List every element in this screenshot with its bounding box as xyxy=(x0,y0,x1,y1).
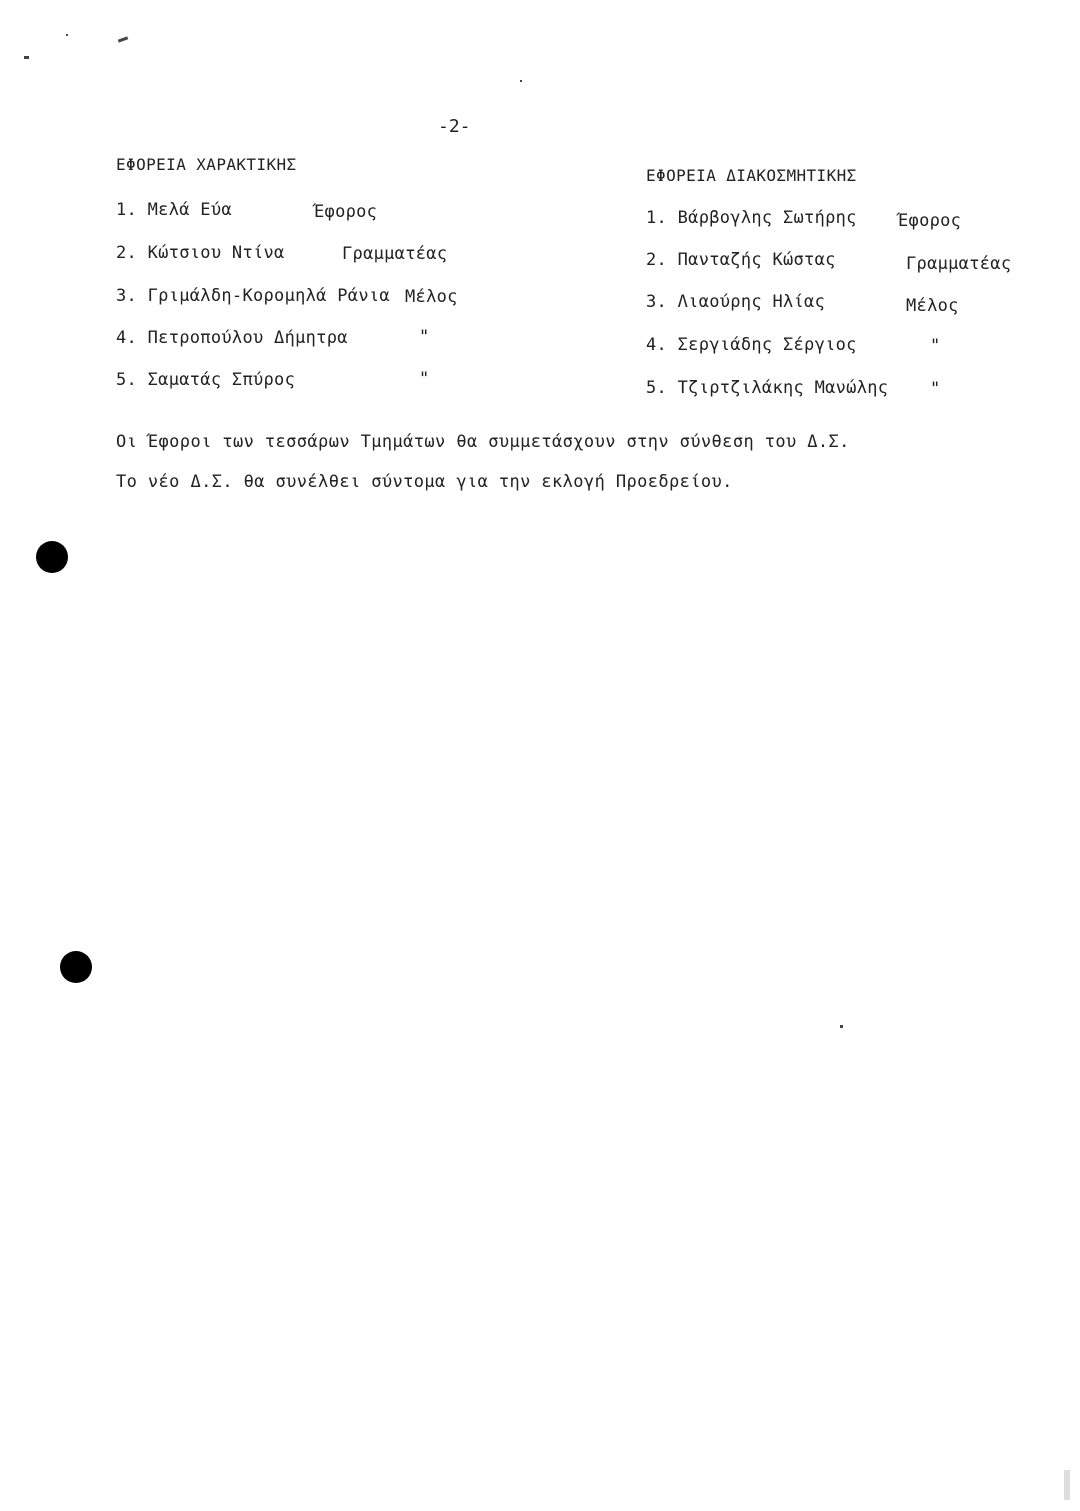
member-row xyxy=(116,370,295,390)
closing-line-1: Οι Έφοροι των τεσσάρων Τμημάτων θα συμμετάσχουν στην σύνθεση του Δ.Σ. xyxy=(116,432,850,452)
scan-speck xyxy=(24,56,29,59)
member-name: Πανταζής Κώστας xyxy=(677,250,836,270)
member-name: Κώτσιου Ντίνα xyxy=(147,243,285,263)
member-index: 2. xyxy=(646,250,668,270)
member-index: 5. xyxy=(646,378,668,398)
member-row xyxy=(116,243,285,263)
member-row xyxy=(116,286,390,306)
scan-speck xyxy=(1064,1470,1070,1500)
member-index: 3. xyxy=(116,286,138,306)
punch-hole-bottom xyxy=(60,951,92,983)
member-row xyxy=(646,208,857,228)
member-role: Μέλος xyxy=(906,296,959,316)
member-row xyxy=(116,328,348,348)
member-role: Έφορος xyxy=(898,211,962,231)
member-row xyxy=(646,250,836,270)
member-name: Τζιρτζιλάκης Μανώλης xyxy=(677,378,889,398)
scan-speck xyxy=(840,1025,843,1028)
member-index: 3. xyxy=(646,292,668,312)
member-row xyxy=(646,292,825,312)
member-role-ditto: " xyxy=(419,369,430,389)
member-role-ditto: " xyxy=(930,336,941,356)
section-title-etching: ΕΦΟΡΕΙΑ ΧΑΡΑΚΤΙΚΗΣ xyxy=(116,155,297,174)
member-name: Βάρβογλης Σωτήρης xyxy=(677,208,857,228)
member-index: 4. xyxy=(646,335,668,355)
section-title-decorative: ΕΦΟΡΕΙΑ ΔΙΑΚΟΣΜΗΤΙΚΗΣ xyxy=(646,166,857,185)
member-row xyxy=(646,335,857,355)
scan-speck xyxy=(66,34,68,36)
scan-speck xyxy=(118,36,128,42)
section-decorative xyxy=(646,166,1066,406)
member-role: Γραμματέας xyxy=(342,244,448,264)
member-role: Γραμματέας xyxy=(906,254,1012,274)
section-etching xyxy=(116,155,496,395)
member-name: Γριμάλδη-Κορομηλά Ράνια xyxy=(147,286,390,306)
member-row xyxy=(646,378,888,398)
member-index: 4. xyxy=(116,328,138,348)
member-name: Σεργιάδης Σέργιος xyxy=(677,335,857,355)
member-row xyxy=(116,200,232,220)
member-role-ditto: " xyxy=(419,327,430,347)
member-name: Λιαούρης Ηλίας xyxy=(677,292,826,312)
punch-hole-top xyxy=(36,541,68,573)
member-name: Σαματάς Σπύρος xyxy=(147,370,296,390)
member-role: Μέλος xyxy=(405,287,458,307)
member-name: Μελά Εύα xyxy=(147,200,232,220)
member-index: 1. xyxy=(646,208,668,228)
member-index: 2. xyxy=(116,243,138,263)
scan-speck xyxy=(520,80,522,82)
member-index: 5. xyxy=(116,370,138,390)
member-role-ditto: " xyxy=(930,379,941,399)
closing-line-2: Το νέο Δ.Σ. θα συνέλθει σύντομα για την εκλογή Προεδρείου. xyxy=(116,472,733,492)
member-index: 1. xyxy=(116,200,138,220)
member-name: Πετροπούλου Δήμητρα xyxy=(147,328,348,348)
member-role: Έφορος xyxy=(314,202,378,222)
page-number: -2- xyxy=(438,116,471,137)
